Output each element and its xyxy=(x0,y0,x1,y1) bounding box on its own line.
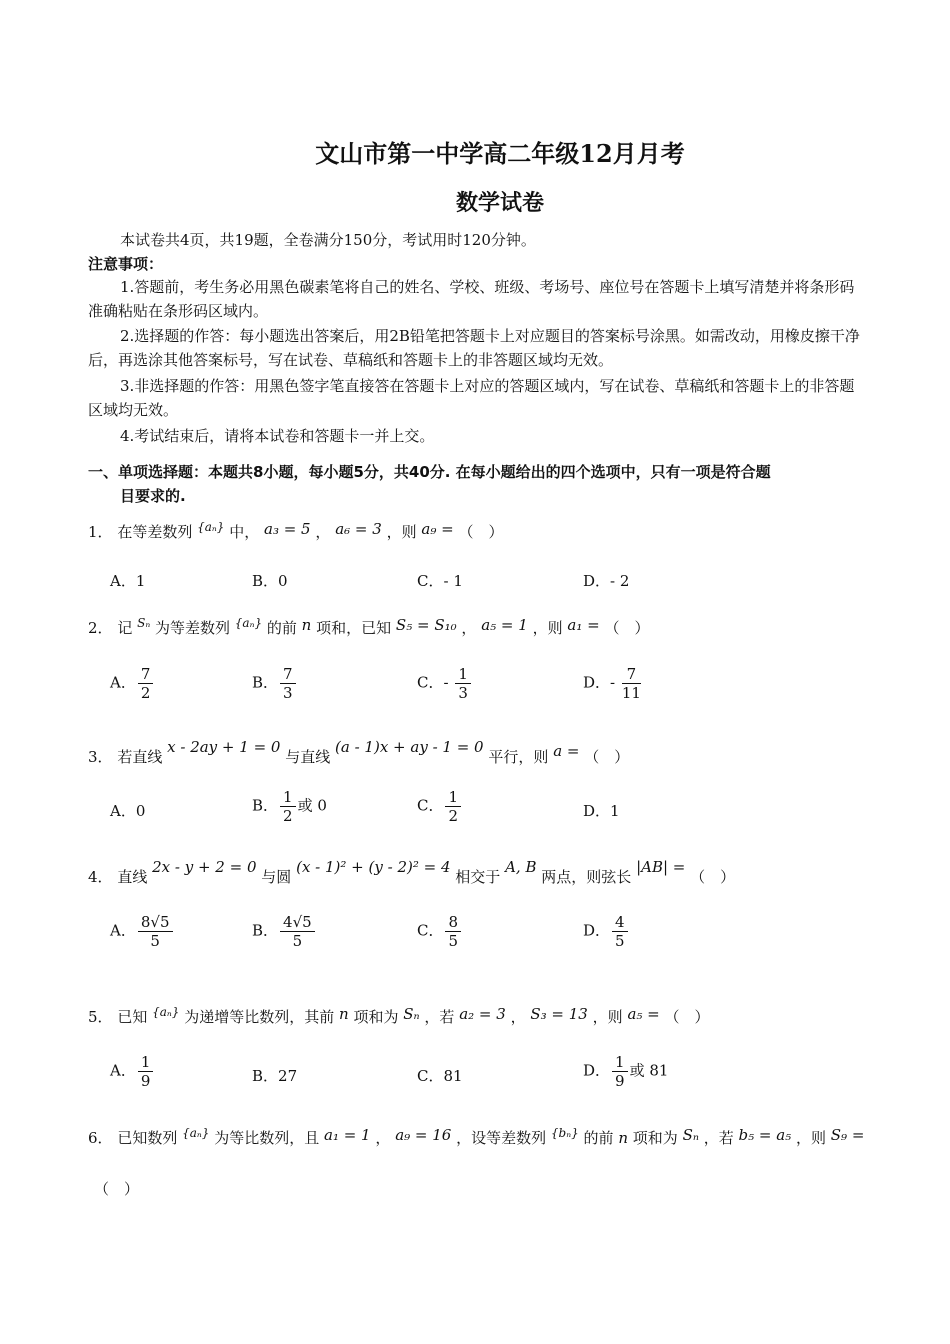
option-a xyxy=(110,913,175,950)
math-expression: S₅ = S₁₀ xyxy=(395,616,457,634)
fraction-numerator: 7 xyxy=(280,665,296,684)
fraction-numerator: 1 xyxy=(612,1053,628,1072)
fraction xyxy=(280,788,296,825)
options-q4 xyxy=(110,913,810,953)
math-expression: n xyxy=(301,616,312,634)
question-1 xyxy=(88,520,868,542)
question-number: 1． xyxy=(88,523,113,541)
question-number: 2． xyxy=(88,619,113,637)
option-d xyxy=(583,913,630,950)
option-label: B． xyxy=(252,673,279,692)
question-text: ，则 xyxy=(532,619,563,637)
option-label: C． xyxy=(417,921,444,940)
option-d xyxy=(583,665,643,702)
option-a xyxy=(110,665,155,702)
fraction-denominator: 5 xyxy=(150,932,160,950)
fraction xyxy=(138,1053,154,1090)
option-label: D． xyxy=(583,1061,611,1080)
section-heading-line1: 一、单项选择题：本题共8小题，每小题5分，共40分. 在每小题给出的四个选项中，只有一项是符合题 xyxy=(88,463,771,481)
option-label: C． xyxy=(417,796,444,815)
question-text: 中， xyxy=(229,523,260,541)
option-tail: 或 81 xyxy=(629,1061,669,1080)
option-label: A． xyxy=(110,921,136,940)
question-text: 的前 xyxy=(583,1129,614,1147)
answer-blank: （ ） xyxy=(94,1180,140,1198)
question-text: 项和为 xyxy=(353,1008,399,1026)
fraction-denominator: 9 xyxy=(140,1072,151,1090)
fraction-denominator: 2 xyxy=(448,807,459,825)
fraction xyxy=(445,788,461,825)
question-number: 6． xyxy=(88,1129,113,1147)
fraction-denominator: 5 xyxy=(448,932,459,950)
math-expression: a₁ = 1 xyxy=(324,1126,371,1144)
question-text: 为递增等比数列，其前 xyxy=(184,1008,335,1026)
option-d xyxy=(583,1053,668,1090)
math-expression: (x - 1)² + (y - 2)² = 4 xyxy=(296,858,451,876)
question-4 xyxy=(88,858,868,887)
option-b xyxy=(252,665,298,702)
options-q5 xyxy=(110,1053,810,1093)
option-b xyxy=(252,1065,297,1086)
question-number: 3． xyxy=(88,748,113,766)
fraction xyxy=(138,665,154,702)
fraction-denominator: 2 xyxy=(140,684,151,702)
math-expression: a₂ = 3 xyxy=(459,1005,506,1023)
math-expression: a₅ = xyxy=(627,1005,660,1023)
question-text: 项和为 xyxy=(632,1129,678,1147)
question-text: 为等比数列，且 xyxy=(214,1129,320,1147)
notice-item-1: 1.答题前，考生务必用黑色碳素笔将自己的姓名、学校、班级、考场号、座位号在答题卡上填写清楚并将条形码准确粘贴在条形码区域内。 xyxy=(88,278,855,320)
math-expression: a₁ = xyxy=(567,616,600,634)
option-label: A．0 xyxy=(110,802,146,820)
math-expression: a₃ = 5 xyxy=(264,520,311,538)
math-expression: {aₙ} xyxy=(152,1005,180,1019)
math-expression: |AB| = xyxy=(636,858,686,876)
option-label: D．1 xyxy=(583,802,620,820)
question-text: 项和，已知 xyxy=(316,619,392,637)
fraction xyxy=(612,913,628,950)
option-c xyxy=(417,913,463,950)
fraction-numerator: 1 xyxy=(138,1053,154,1072)
question-6 xyxy=(88,1126,868,1148)
answer-blank: （ ） xyxy=(584,748,630,766)
question-text: ，则 xyxy=(386,523,417,541)
section-heading xyxy=(88,460,863,508)
notice-item-2: 2.选择题的作答：每小题选出答案后，用2B铅笔把答题卡上对应题目的答案标号涂黑。如需改动，用橡皮擦干净后，再选涂其他答案标号，写在试卷、草稿纸和答题卡上的非答题区域均无效。 xyxy=(88,327,860,369)
option-label: A． xyxy=(110,1061,136,1080)
fraction-numerator: 1 xyxy=(455,665,471,684)
fraction xyxy=(138,913,173,950)
option-a: A．1 xyxy=(110,572,146,590)
math-expression: Sₙ xyxy=(137,616,151,630)
notice-item-4: 4.考试结束后，请将本试卷和答题卡一并上交。 xyxy=(120,427,435,445)
fraction xyxy=(280,665,296,702)
math-expression: a₆ = 3 xyxy=(335,520,382,538)
fraction-denominator: 5 xyxy=(615,932,625,950)
math-expression: 2x - y + 2 = 0 xyxy=(152,858,257,876)
question-2 xyxy=(88,616,868,638)
math-expression: a₉ = 16 xyxy=(395,1126,452,1144)
question-text: ，设等差数列 xyxy=(456,1129,547,1147)
math-expression: {bₙ} xyxy=(550,1126,579,1140)
fraction-numerator: 1 xyxy=(280,788,296,807)
question-text: 直线 xyxy=(117,868,148,886)
option-c xyxy=(417,1065,463,1086)
option-label: A． xyxy=(110,673,136,692)
question-number: 4． xyxy=(88,868,113,886)
option-c xyxy=(417,788,463,825)
option-label: D． xyxy=(583,921,611,940)
option-label: B． xyxy=(252,796,279,815)
fraction-denominator: 5 xyxy=(292,932,303,950)
question-3 xyxy=(88,738,868,767)
question-number: 5． xyxy=(88,1008,113,1026)
question-5 xyxy=(88,1005,868,1027)
option-d: D．- 2 xyxy=(583,572,630,590)
answer-blank: （ ） xyxy=(664,1008,710,1026)
option-label: C．- xyxy=(417,673,454,692)
math-expression: {aₙ} xyxy=(234,616,263,630)
option-label: D．- xyxy=(583,673,620,692)
notice-item-3: 3.非选择题的作答：用黑色签字笔直接答在答题卡上对应的答题区域内，写在试卷、草稿纸和答题卡上的非答题区域均无效。 xyxy=(88,377,855,419)
exam-title: 文山市第一中学高二年级12月月考 xyxy=(315,139,685,168)
fraction xyxy=(455,665,471,702)
option-label: B．27 xyxy=(252,1067,298,1085)
option-b: B．0 xyxy=(252,572,288,590)
option-tail: 或 0 xyxy=(297,796,327,815)
fraction xyxy=(280,913,315,950)
fraction-numerator: 7 xyxy=(138,665,154,684)
option-b xyxy=(252,788,327,825)
fraction xyxy=(445,913,461,950)
math-expression: b₅ = a₅ xyxy=(738,1126,792,1144)
math-expression: S₃ = 13 xyxy=(530,1005,588,1023)
question-text: 平行，则 xyxy=(488,748,549,766)
fraction-numerator: 8 xyxy=(445,913,461,932)
math-expression: x - 2ay + 1 = 0 xyxy=(167,738,281,756)
fraction xyxy=(612,1053,628,1090)
question-text: 已知数列 xyxy=(117,1129,178,1147)
fraction-numerator: 4 xyxy=(612,913,628,932)
fraction-numerator: 7 xyxy=(622,665,641,684)
question-text: ， xyxy=(510,1008,526,1026)
math-expression: a₉ = xyxy=(421,520,454,538)
options-q1 xyxy=(110,570,810,610)
answer-blank: （ ） xyxy=(690,868,736,886)
question-text: ，则 xyxy=(795,1129,826,1147)
question-text: ， xyxy=(375,1129,391,1147)
question-text: ，若 xyxy=(703,1129,734,1147)
question-text: 为等差数列 xyxy=(155,619,231,637)
question-text: 与圆 xyxy=(261,868,292,886)
option-b xyxy=(252,913,317,950)
fraction-denominator: 3 xyxy=(458,684,468,702)
question-text: 已知 xyxy=(117,1008,148,1026)
answer-blank: （ ） xyxy=(604,619,650,637)
question-text: 记 xyxy=(117,619,133,637)
option-label: B． xyxy=(252,921,279,940)
exam-intro: 本试卷共4页，共19题，全卷满分150分，考试用时120分钟。 xyxy=(120,231,536,249)
math-expression: n xyxy=(618,1129,628,1147)
fraction-numerator: 8√5 xyxy=(138,913,173,932)
question-text: ， xyxy=(315,523,331,541)
question-text: 的前 xyxy=(266,619,297,637)
answer-blank: （ ） xyxy=(458,523,504,541)
math-expression: Sₙ xyxy=(403,1005,420,1023)
fraction-denominator: 9 xyxy=(615,1072,625,1090)
math-expression: S₉ = xyxy=(830,1126,865,1144)
math-expression: a₅ = 1 xyxy=(481,616,528,634)
option-a xyxy=(110,800,145,821)
math-expression: A, B xyxy=(505,858,537,876)
question-text: 在等差数列 xyxy=(117,523,193,541)
fraction-numerator: 4√5 xyxy=(280,913,315,932)
options-q2 xyxy=(110,665,810,705)
question-text: 与直线 xyxy=(285,748,331,766)
math-expression: Sₙ xyxy=(682,1126,699,1144)
question-text: 相交于 xyxy=(455,868,501,886)
question-text: 若直线 xyxy=(117,748,163,766)
option-c xyxy=(417,665,473,702)
math-expression: n xyxy=(339,1005,349,1023)
question-text: ，若 xyxy=(424,1008,455,1026)
question-text: ，则 xyxy=(592,1008,623,1026)
question-text: ， xyxy=(461,619,477,637)
options-q3 xyxy=(110,788,810,828)
math-expression: (a - 1)x + ay - 1 = 0 xyxy=(335,738,484,756)
section-heading-line2: 目要求的. xyxy=(120,487,186,505)
option-a xyxy=(110,1053,155,1090)
fraction-denominator: 3 xyxy=(283,684,293,702)
option-c: C．- 1 xyxy=(417,572,463,590)
fraction-numerator: 1 xyxy=(445,788,461,807)
math-expression: a = xyxy=(553,742,580,760)
math-expression: {aₙ} xyxy=(182,1126,210,1140)
math-expression: {aₙ} xyxy=(197,520,225,534)
option-d xyxy=(583,800,620,821)
fraction-denominator: 2 xyxy=(283,807,293,825)
option-label: C．81 xyxy=(417,1067,463,1085)
fraction-denominator: 11 xyxy=(621,684,641,702)
exam-subtitle: 数学试卷 xyxy=(455,190,544,216)
fraction xyxy=(622,665,641,702)
notice-label: 注意事项： xyxy=(88,255,164,273)
question-text: 两点，则弦长 xyxy=(541,868,632,886)
